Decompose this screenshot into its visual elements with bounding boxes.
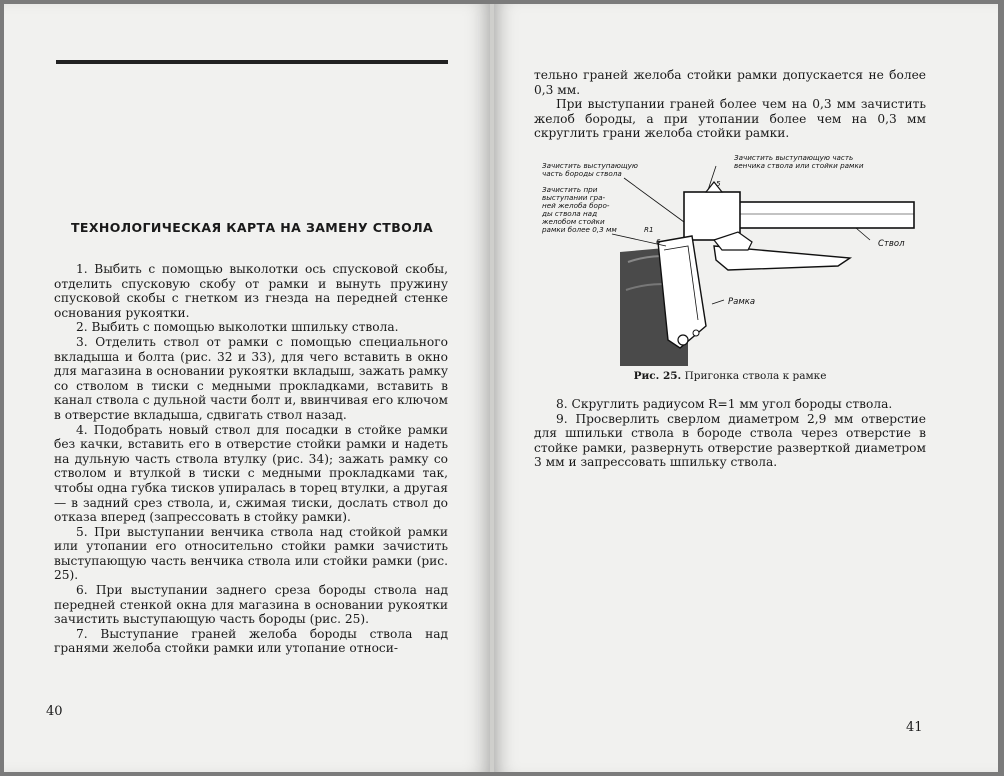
paragraph-1: 1. Выбить с помощью выколотки ось спусковой скобы, отделить спусковую скобу от рамки и вынуть пружину спусковой скобы с гнетком из гнезда на передней стенке основания рукоятки.	[54, 262, 448, 320]
left-body-text	[54, 262, 448, 656]
left-page	[4, 4, 492, 772]
label-top-left: Зачистить выступающую часть бороды ствола	[542, 161, 638, 178]
page-number-left: 40	[46, 704, 63, 719]
page-number-right: 41	[906, 720, 923, 735]
right-page	[494, 4, 998, 772]
right-body-text	[534, 68, 926, 141]
right-body-text-2	[534, 397, 926, 470]
label-barrel: Ствол	[878, 239, 905, 249]
figure-barrel-fitting	[538, 150, 928, 366]
barrel-frame-drawing	[538, 150, 928, 366]
paragraph-4: 4. Подобрать новый ствол для посадки в стойке рамки без качки, вставить его в отверстие стойки рамки и надеть на дульную часть ствола втулку (рис. 34); зажать рамку со стволом и втулкой в тиски с медными прокладками так, чтобы одна губка тисков упиралась в торец втулки, а другая — в задний срез ствола, и, сжимая тиски, дослать ствол до отказа вперед (запрессовать в стойку рамки).	[54, 422, 448, 525]
frame-post	[684, 192, 740, 240]
page-title: ТЕХНОЛОГИЧЕСКАЯ КАРТА НА ЗАМЕНУ СТВОЛА	[70, 220, 434, 235]
mark-6: 6	[656, 237, 661, 246]
paragraph-6: 6. При выступании заднего среза бороды ствола над передней стенкой окна для магазина в основании рукоятки зачистить выступающую часть бороды (рис. 25).	[54, 583, 448, 627]
mark-r1: R1	[644, 225, 654, 234]
barrel-shape	[736, 202, 914, 228]
label-left: Зачистить при выступании гра- ней желоба боро- ды ствола над желобом стойки рамки более 0,3 мм	[542, 185, 617, 234]
paragraph-grani: При выступании граней более чем на 0,3 мм зачистить желоб бороды, а при утопании более чем на 0,3 мм скруглить грани желоба стойки рамки.	[534, 97, 926, 141]
paragraph-3: 3. Отделить ствол от рамки с помощью специального вкладыша и болта (рис. 32 и 33), для чего вставить в окно для магазина в основании рукоятки вкладыш, зажать рамку со стволом в тиски с медными прокладками, вставить в канал ствола с дульной части болт и, ввинчивая его ключом в отверстие вкладыша, сдвигать ствол назад.	[54, 334, 448, 422]
paragraph-9: 9. Просверлить сверлом диаметром 2,9 мм отверстие для шпильки ствола в бороде ствола через отверстие в стойке рамки, развернуть отверстие разверткой диаметром 3 мм и запрессовать шпильку ствола.	[534, 411, 926, 470]
paragraph-7: 7. Выступание граней желоба бороды ствола над гранями желоба стойки рамки или утопание относи-	[54, 626, 448, 656]
continuation-text: тельно граней желоба стойки рамки допускается не более 0,3 мм.	[534, 68, 926, 97]
header-rule	[56, 60, 448, 64]
paragraph-2: 2. Выбить с помощью выколотки шпильку ствола.	[76, 320, 399, 335]
caption-text: Пригонка ствола к рамке	[684, 370, 827, 382]
mark-5: 5	[716, 179, 721, 188]
label-frame: Рамка	[728, 297, 756, 307]
label-top-right: Зачистить выступающую часть венчика ствола или стойки рамки	[734, 153, 864, 170]
figure-caption	[534, 370, 926, 382]
paragraph-8: 8. Скруглить радиусом R=1 мм угол бороды ствола.	[556, 397, 893, 411]
paragraph-5: 5. При выступании венчика ствола над стойкой рамки или утопании его относительно стойки рамки зачистить выступающую часть венчика ствола или стойки рамки (рис. 25).	[54, 524, 448, 583]
caption-number: Рис. 25.	[633, 370, 682, 382]
